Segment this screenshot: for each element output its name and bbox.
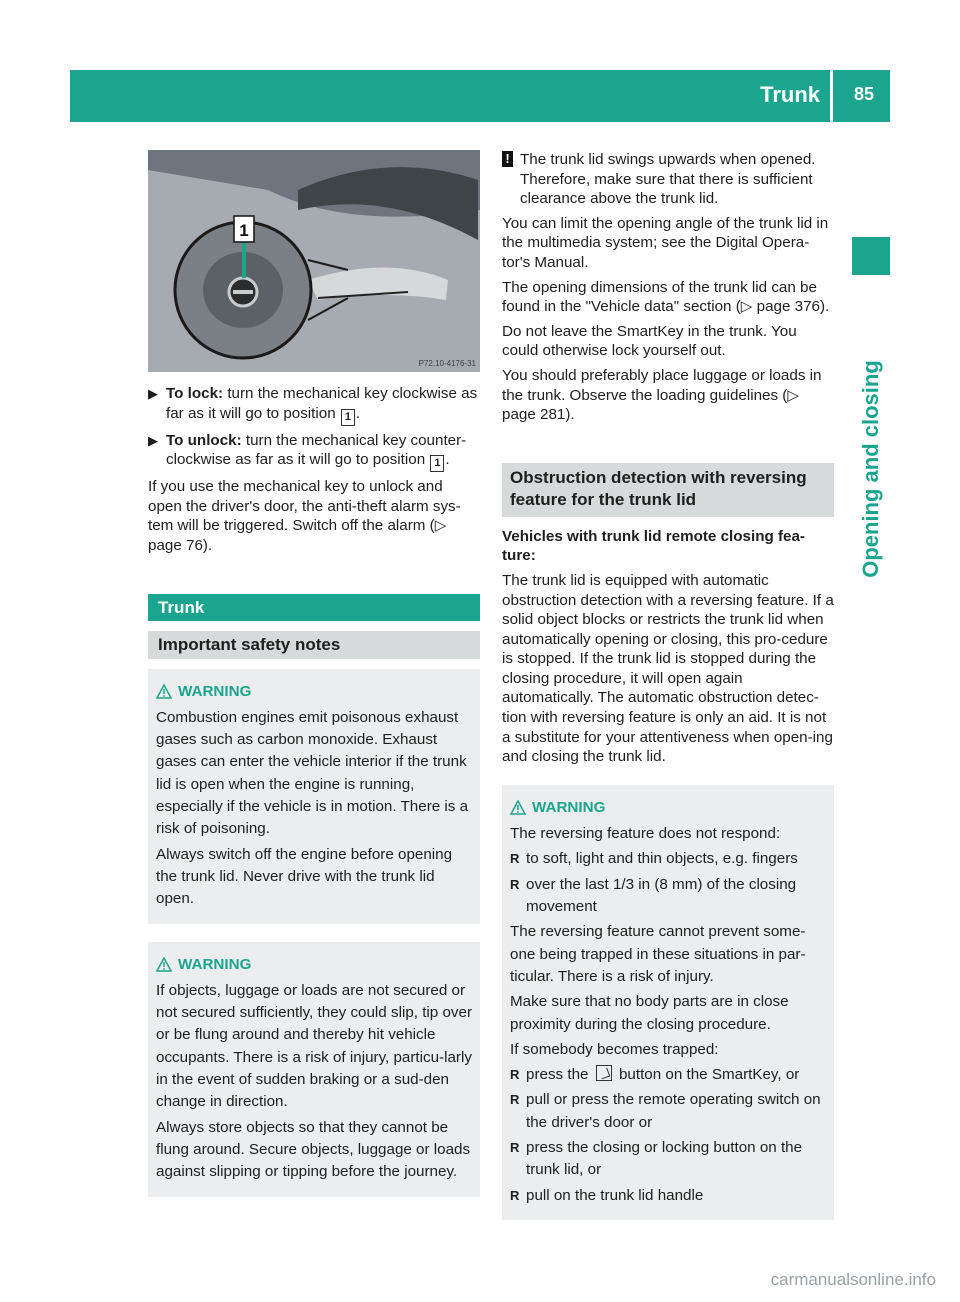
step-arrow-icon: ▶ [148,432,158,448]
trunk-close-key-icon [596,1065,612,1081]
key-lock-figure [148,150,480,372]
warning-text: Always store objects so that they cannot be flung around. Secure objects, luggage or loads against slipping or tipping before the journey. [156,1118,471,1181]
warning-label: WARNING [532,798,606,816]
list-item-text: pull on the trunk lid handle [526,1186,704,1204]
warning-box-exhaust [148,669,480,924]
remote-closing-subheading: Vehicles with trunk lid remote closing fea-ture: [502,527,805,565]
opening-dimensions-paragraph: The opening dimensions of the trunk lid can be found in the "Vehicle data" section (▷ page 376). [502,278,830,316]
warning-triangle-icon [156,957,172,972]
obstruction-paragraph: The trunk lid is equipped with automatic obstruction detection with a reversing feature. If a solid object blocks or restricts the trunk lid when automatically opening or closing, this pro-cedure is stopped. If the trunk lid is stopped during the closing procedure, it will open again automatically. The automatic obstruction detec-tion with reversing feature is only an aid. It is not a substitute for your attentiveness when open-ing and closing the trunk lid. [502,571,834,766]
warning-text: Combustion engines emit poisonous exhaust gases such as carbon monoxide. Exhaust gases can enter the vehicle interior if the trunk lid is open when the engine is running, especially if the vehicle is in motion. There is a risk of poisoning. [156,708,469,838]
header-title: Trunk [760,82,820,107]
figure-illustration [148,150,480,372]
list-item-text: pull or press the remote operating switch on the driver's door or [526,1091,821,1131]
warning-label: WARNING [178,682,252,700]
warning-heading [156,681,472,703]
list-item-text: press the closing or locking button on the trunk lid, or [526,1139,803,1179]
position-1-icon: 1 [341,409,355,426]
warning-text: If objects, luggage or loads are not secured or not secured sufficiently, they could slip, tip over or be flung around and thereby hit vehicle occupants. There is a risk of injury, particu-larly in the event of sudden braking or a sud-den change in direction. [156,981,473,1111]
lock-end: . [355,404,361,422]
unlock-text: turn the mechanical key counter-clockwise as far as it will go to position [166,431,467,469]
warning-triangle-icon [156,684,172,699]
smartkey-paragraph: Do not leave the SmartKey in the trunk. You could otherwise lock yourself out. [502,322,797,360]
left-column [148,150,480,1197]
warning-text: Make sure that no body parts are in close proximity during the closing procedure. [510,993,789,1033]
page-number: 85 [853,84,874,104]
warning-text: Always switch off the engine before opening the trunk lid. Never drive with the trunk lid open. [156,845,453,908]
list-item [510,1137,826,1182]
warning-triangle-icon [510,800,526,815]
list-item [510,874,826,919]
header-separator [830,70,833,122]
side-tab-marker [852,237,890,275]
warning-heading [156,954,472,976]
warning-heading [510,797,826,819]
watermark: carmanualsonline.info [770,1270,936,1289]
warning-text: If somebody becomes trapped: [510,1040,719,1058]
position-1-icon: 1 [430,455,444,472]
warning-text: The reversing feature cannot prevent some-one being trapped in these situations in par-ticular. There is a risk of injury. [510,923,806,985]
luggage-paragraph: You should preferably place luggage or loads in the trunk. Observe the loading guidelines (▷ page 281). [502,366,822,424]
unlock-end: . [445,451,450,469]
list-item [510,1185,826,1207]
alarm-paragraph: If you use the mechanical key to unlock and open the driver's door, the anti-theft alarm sys-tem will be triggered. Switch off the alarm (▷ page 76). [148,478,461,554]
figure-callout: 1 [239,221,249,240]
bullet-icon: R [510,876,520,892]
list-item [510,848,826,870]
section-trunk-heading: Trunk [148,594,480,621]
note-text: The trunk lid swings upwards when opened. Therefore, make sure that there is sufficient clearance above the trunk lid. [520,151,816,208]
bullet-icon: R [510,1092,520,1108]
bullet-icon: R [510,1187,520,1203]
list-item-text: press the [526,1066,589,1084]
warning-box-luggage [148,942,480,1197]
list-item [510,1064,826,1086]
warning-text: The reversing feature does not respond: [510,825,781,843]
section-safety-heading: Important safety notes [148,631,480,659]
lock-text: turn the mechanical key clockwise as far as it will go to position [166,385,478,422]
bullet-icon: R [510,1140,520,1155]
header-bar [70,70,890,122]
unlock-term: To unlock: [166,431,242,449]
warning-box-reversing [502,785,834,1220]
section-obstruction-heading: Obstruction detection with reversing feature for the trunk lid [502,463,834,517]
figure-code: P72.10-4176-31 [418,359,476,368]
lock-term: To lock: [166,385,224,402]
side-tab-label: Opening and closing [858,360,883,578]
lock-step [148,384,480,426]
unlock-step [148,431,480,473]
list-item-text: over the last 1/3 in (8 mm) of the closing movement [526,875,797,916]
list-item-text: to soft, light and thin objects, e.g. fingers [526,850,798,868]
list-item-text: button on the SmartKey, or [618,1066,800,1084]
trunk-clearance-note [502,150,834,209]
bullet-icon: R [510,851,520,867]
opening-angle-paragraph: You can limit the opening angle of the trunk lid in the multimedia system; see the Digital Opera-tor's Manual. [502,214,829,271]
step-arrow-icon: ▶ [148,386,158,401]
list-item [510,1089,826,1134]
warning-label: WARNING [178,955,252,973]
bullet-icon: R [510,1067,520,1083]
right-column [502,150,834,1220]
note-exclamation-icon: ! [502,151,513,167]
